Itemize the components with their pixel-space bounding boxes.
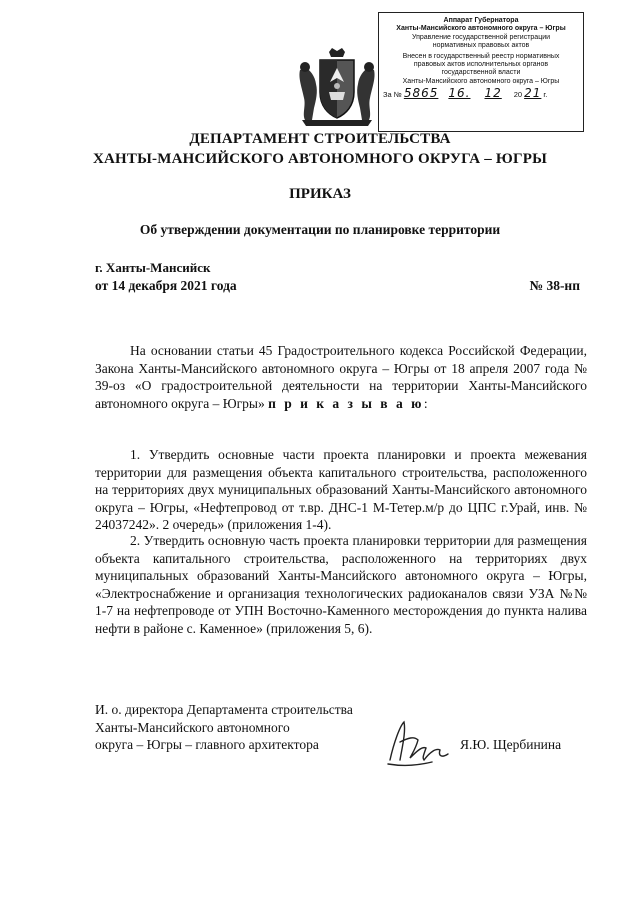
signatory-title [95, 701, 353, 754]
stamp-registration [383, 86, 579, 101]
preamble-text-block [95, 342, 587, 412]
department-name-line1: ДЕПАРТАМЕНТ СТРОИТЕЛЬСТВА [189, 131, 451, 147]
stamp-reg-month: 12 [484, 86, 502, 101]
order-item-1-text: 1. Утвердить основные части проекта планировки и проекта межевания территории для размещения объекта капитального строительства, расположенного на территориях двух муниципальных образований Ханты-Мансийского автономного округа – Югры, «Нефтепровод от т.вр. ДНС-1 М-Тетер.м/р до ЦПС г.Урай, инв. № 24037242». 2 очередь» (приложения 1-4). [95, 447, 587, 532]
department-name-line2: ХАНТЫ-МАНСИЙСКОГО АВТОНОМНОГО ОКРУГА – ЮГРЫ [92, 151, 547, 167]
document-city: г. Ханты-Мансийск [95, 260, 211, 275]
handwritten-signature [380, 712, 460, 772]
coat-of-arms-icon [296, 48, 378, 128]
stamp-line: государственной власти [441, 69, 521, 77]
stamp-line: Управление государственной регистрации [411, 33, 551, 41]
stamp-line: правовых актов исполнительных органов [413, 61, 549, 69]
signatory-title-line1: И. о. директора Департамента строительства [95, 702, 353, 717]
stamp-reg-number: 5865 [403, 86, 439, 101]
order-item-2-text: 2. Утвердить основную часть проекта планировки территории для размещения объекта капитального строительства, расположенного на территориях двух муниципальных образований Ханты-Мансийского автономного округа – Югры, «Электроснабжение и организация технологических радиоканалов связи УЗА №№ 1-7 на нефтепроводе от УПН Восточно-Каменного месторождения до пункта налива нефти в районе с. Каменное» (приложения 5, 6). [95, 533, 587, 636]
stamp-reg-day: 16. [448, 86, 471, 101]
stamp-line: Ханты-Мансийского автономного округа – Югры [402, 77, 560, 85]
stamp-reg-suffix: г. [543, 90, 548, 100]
stamp-reg-year: 21 [524, 86, 542, 101]
document-number: № 38-нп [529, 278, 580, 293]
stamp-line: Аппарат Губернатора [443, 17, 519, 24]
stamp-reg-year-prefix: 20 [513, 90, 523, 100]
stamp-line: Внесен в государственный реестр нормативных [402, 52, 560, 60]
stamp-line: Ханты-Мансийского автономного округа – Югры [396, 25, 566, 33]
document-subject: Об утверждении документации по планировке территории [139, 222, 501, 237]
order-word: п р и к а з ы в а ю [268, 395, 424, 411]
preamble-text: На основании статьи 45 Градостроительного кодекса Российской Федерации, Закона Ханты-Мансийского автономного округа – Югры от 18 апреля 2007 года № 39-оз «О градостроительной деятельности на территории Ханты-Мансийского автономного округа – Югры» [95, 343, 587, 411]
order-item-1 [95, 446, 587, 534]
signatory-title-line3: округа – Югры – главного архитектора [95, 737, 319, 752]
signatory-name: Я.Ю. Щербинина [460, 737, 562, 752]
preamble-paragraph [95, 342, 587, 412]
order-colon: : [423, 395, 428, 411]
document-type-title: ПРИКАЗ [289, 186, 351, 202]
document-date: от 14 декабря 2021 года [95, 278, 237, 293]
stamp-line: нормативных правовых актов [432, 42, 530, 50]
signatory-title-line2: Ханты-Мансийского автономного [95, 719, 290, 735]
stamp-reg-prefix: За № [383, 90, 402, 100]
registration-stamp [378, 12, 584, 132]
order-item-2 [95, 532, 587, 637]
